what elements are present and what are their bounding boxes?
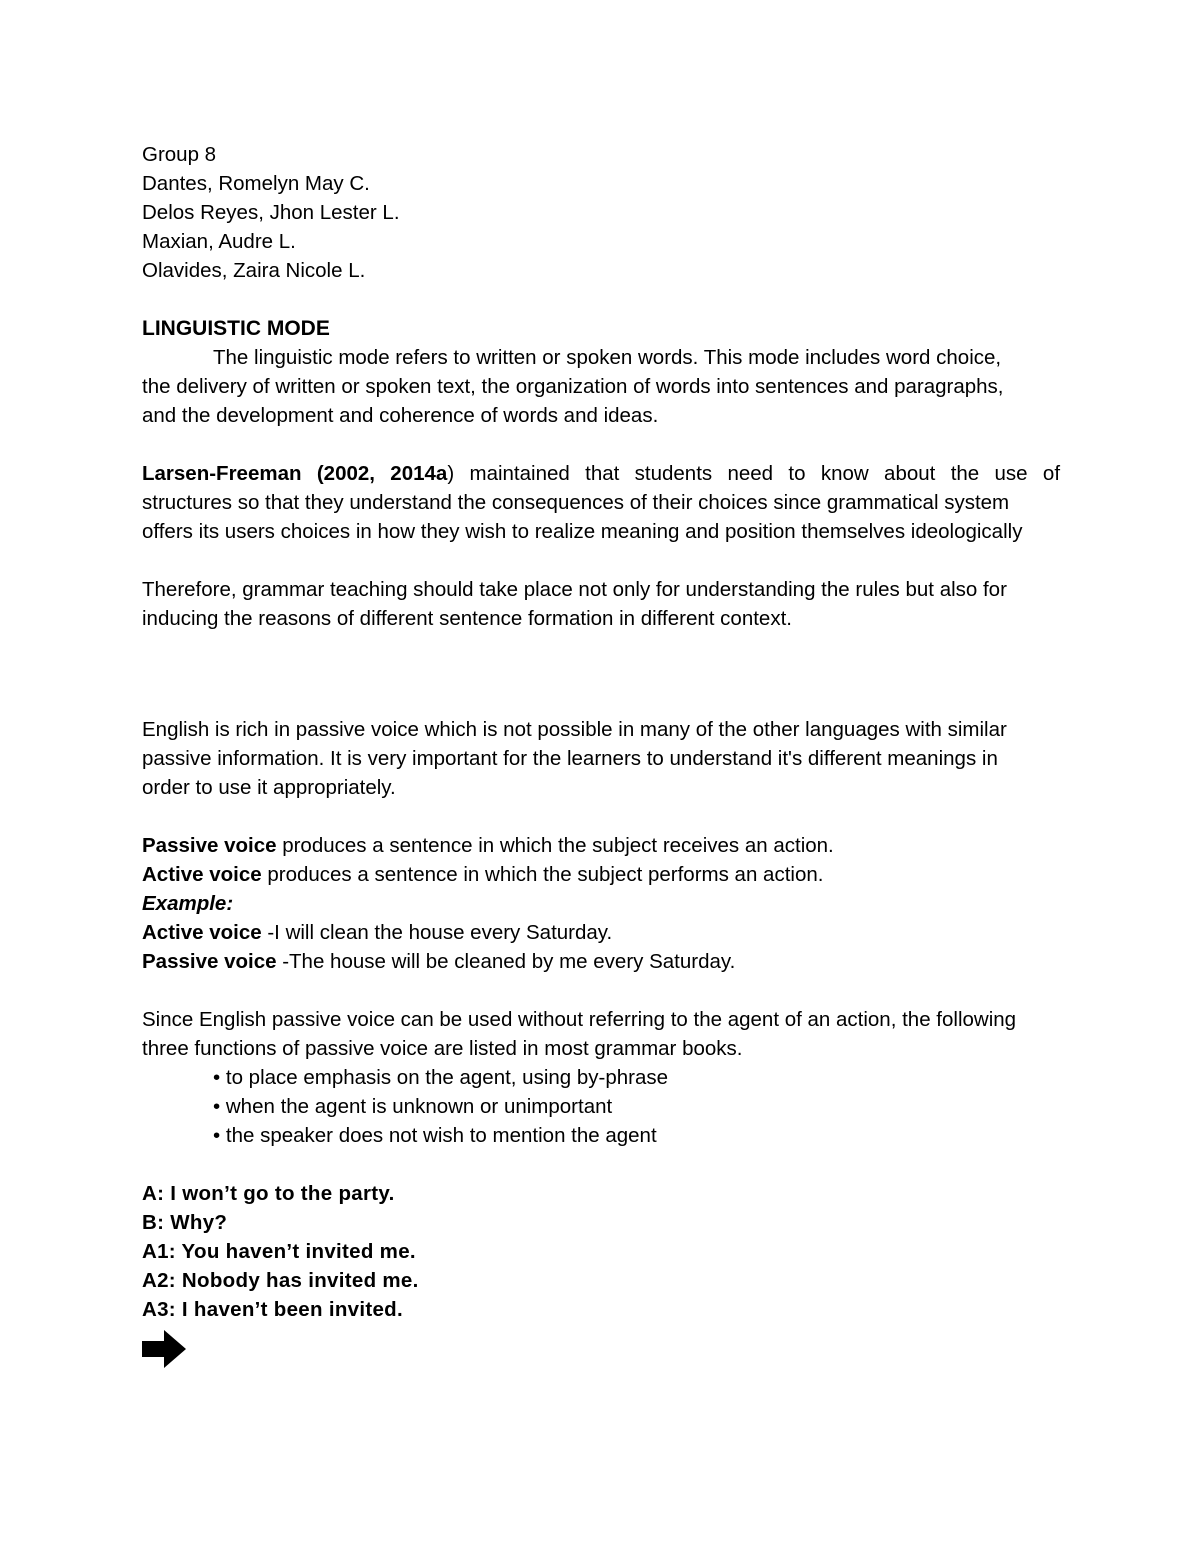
- english-line: passive information. It is very important for the learners to understand it's different meanings in: [142, 747, 998, 770]
- active-example-text: -I will clean the house every Saturday.: [261, 921, 613, 944]
- active-term: Active voice: [142, 863, 262, 886]
- spacer: [142, 430, 1060, 459]
- citation-author: Larsen-Freeman (2002, 2014a: [142, 462, 448, 485]
- citation-line: [142, 459, 1060, 488]
- bullet-item: • to place emphasis on the agent, using by-phrase: [213, 1066, 669, 1089]
- active-example-term: Active voice: [142, 921, 262, 944]
- citation-text: ) maintained that students need to know about the use of: [447, 462, 1061, 485]
- dialogue-line: A1: You haven’t invited me.: [142, 1240, 416, 1263]
- passive-definition: [142, 831, 1060, 860]
- therefore-line: inducing the reasons of different sentence formation in different context.: [142, 607, 792, 630]
- member-name: Dantes, Romelyn May C.: [142, 172, 370, 195]
- spacer: [142, 546, 1060, 575]
- english-line: order to use it appropriately.: [142, 776, 396, 799]
- spacer: [142, 976, 1060, 1005]
- bullet-item: • the speaker does not wish to mention the agent: [213, 1124, 657, 1147]
- active-example: [142, 918, 1060, 947]
- member-name: Olavides, Zaira Nicole L.: [142, 259, 366, 282]
- functions-line: three functions of passive voice are listed in most grammar books.: [142, 1037, 743, 1060]
- passive-def: produces a sentence in which the subject receives an action.: [276, 834, 834, 857]
- member-name: Maxian, Audre L.: [142, 230, 296, 253]
- bullet-item: • when the agent is unknown or unimportant: [213, 1095, 613, 1118]
- spacer: [142, 1150, 1060, 1179]
- active-definition: [142, 860, 1060, 889]
- citation-line: structures so that they understand the consequences of their choices since grammatical system: [142, 491, 1010, 514]
- member-name: Delos Reyes, Jhon Lester L.: [142, 201, 400, 224]
- passive-example-term: Passive voice: [142, 950, 277, 973]
- intro-line: The linguistic mode refers to written or spoken words. This mode includes word choice,: [213, 346, 1002, 369]
- citation-line: offers its users choices in how they wish to realize meaning and position themselves ideologically: [142, 520, 1023, 543]
- dialogue-line: A: I won’t go to the party.: [142, 1182, 395, 1205]
- spacer: [142, 633, 1060, 715]
- therefore-line: Therefore, grammar teaching should take place not only for understanding the rules but also for: [142, 578, 1007, 601]
- right-arrow-icon: [142, 1330, 186, 1368]
- dialogue-line: B: Why?: [142, 1211, 228, 1234]
- spacer: [142, 285, 1060, 314]
- passive-example-text: -The house will be cleaned by me every Saturday.: [276, 950, 736, 973]
- passive-term: Passive voice: [142, 834, 277, 857]
- spacer: [142, 802, 1060, 831]
- dialogue-line: A3: I haven’t been invited.: [142, 1298, 403, 1321]
- dialogue-line: A2: Nobody has invited me.: [142, 1269, 419, 1292]
- active-def: produces a sentence in which the subject performs an action.: [261, 863, 824, 886]
- passive-example: [142, 947, 1060, 976]
- document-page: [142, 140, 1060, 1376]
- english-line: English is rich in passive voice which is not possible in many of the other languages with similar: [142, 718, 1007, 741]
- functions-line: Since English passive voice can be used without referring to the agent of an action, the following: [142, 1008, 1017, 1031]
- intro-line: and the development and coherence of words and ideas.: [142, 404, 659, 427]
- group-label: Group 8: [142, 143, 217, 166]
- example-label: Example:: [142, 892, 234, 915]
- intro-line: the delivery of written or spoken text, the organization of words into sentences and paragraphs,: [142, 375, 1004, 398]
- section-title: LINGUISTIC MODE: [142, 317, 330, 340]
